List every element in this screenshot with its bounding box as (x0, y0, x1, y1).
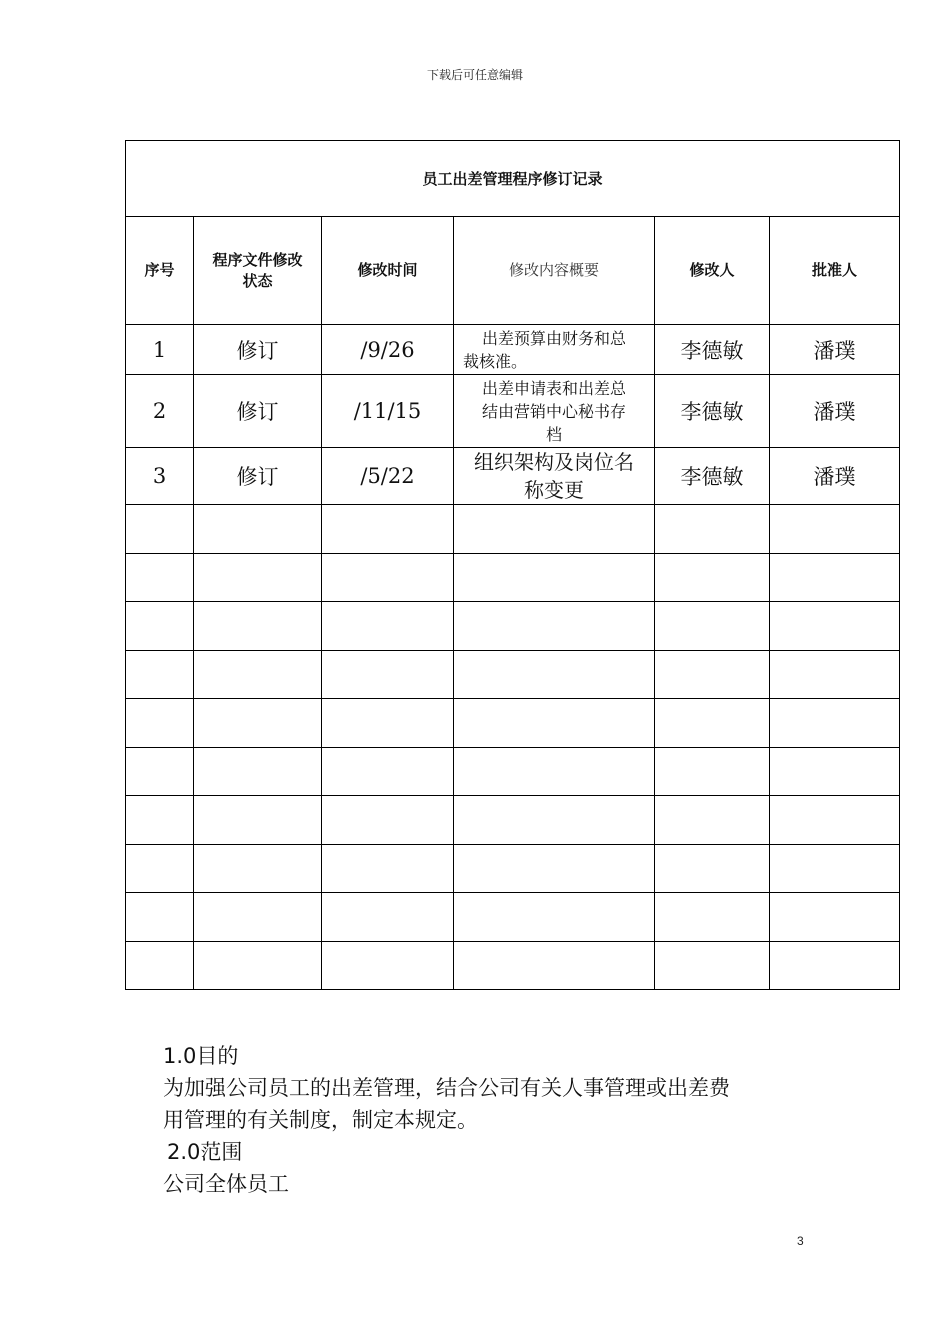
empty-table-row (126, 893, 900, 942)
empty-table-row (126, 553, 900, 602)
empty-table-row (126, 844, 900, 893)
table-row (126, 325, 900, 375)
cell-seq: 2 (126, 375, 194, 448)
revision-record-table (125, 140, 900, 990)
cell-seq: 3 (126, 448, 194, 505)
section1-text-line: 为加强公司员工的出差管理，结合公司有关人事管理或出差费 (163, 1076, 730, 1100)
section2-text: 公司全体员工 (163, 1172, 289, 1196)
table-header-row (126, 217, 900, 325)
cell-status: 修订 (194, 325, 322, 375)
cell-approver: 潘璞 (770, 325, 900, 375)
empty-table-row (126, 747, 900, 796)
cell-approver: 潘璞 (770, 448, 900, 505)
cell-modifier: 李德敏 (655, 375, 770, 448)
cell-seq: 1 (126, 325, 194, 375)
header-note: 下载后可任意编辑 (426, 68, 523, 82)
section1-text-line: 用管理的有关制度，制定本规定。 (163, 1108, 478, 1132)
page-number: 3 (797, 1234, 804, 1248)
section1-heading: 1.0目的 (163, 1044, 239, 1068)
cell-status: 修订 (194, 375, 322, 448)
header-modifier: 修改人 (655, 217, 770, 325)
document-body (163, 1040, 843, 1200)
header-approver: 批准人 (770, 217, 900, 325)
header-summary: 修改内容概要 (454, 217, 655, 325)
table-title: 员工出差管理程序修订记录 (126, 141, 900, 217)
summary-line: 出差预算由财务和总 (481, 328, 626, 348)
summary-line: 组织架构及岗位名 (474, 450, 634, 474)
cell-modifier: 李德敏 (655, 325, 770, 375)
cell-modifier: 李德敏 (655, 448, 770, 505)
cell-time: /9/26 (322, 325, 454, 375)
summary-line: 出差申请表和出差总 (481, 378, 626, 398)
summary-line: 称变更 (524, 478, 584, 502)
cell-summary (454, 375, 655, 448)
empty-table-row (126, 796, 900, 845)
header-status (194, 217, 322, 325)
cell-time: /11/15 (322, 375, 454, 448)
header-status-line1: 程序文件修改 (212, 250, 303, 269)
header-time: 修改时间 (322, 217, 454, 325)
cell-approver: 潘璞 (770, 375, 900, 448)
summary-line: 裁核准。 (463, 351, 528, 371)
header-seq: 序号 (126, 217, 194, 325)
summary-line: 档 (545, 424, 562, 444)
empty-table-row (126, 505, 900, 554)
empty-table-row (126, 602, 900, 651)
table-row (126, 448, 900, 505)
cell-time: /5/22 (322, 448, 454, 505)
empty-table-row (126, 650, 900, 699)
empty-table-row (126, 699, 900, 748)
table-row (126, 375, 900, 448)
section2-heading: 2.0范围 (167, 1140, 243, 1164)
header-status-line2: 状态 (242, 271, 273, 290)
cell-status: 修订 (194, 448, 322, 505)
cell-summary (454, 448, 655, 505)
cell-summary (454, 325, 655, 375)
summary-line: 结由营销中心秘书存 (481, 401, 626, 421)
empty-table-row (126, 941, 900, 990)
